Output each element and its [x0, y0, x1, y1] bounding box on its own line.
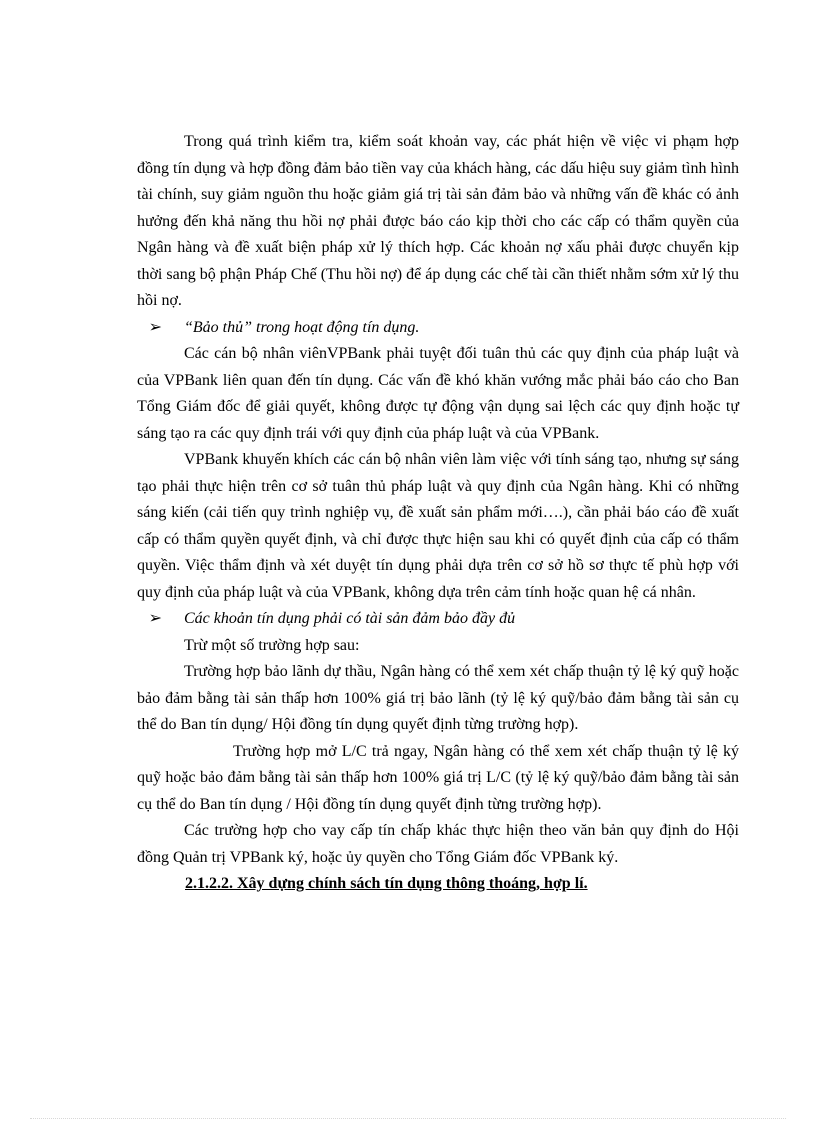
- page-bottom-divider: [30, 1118, 786, 1119]
- bullet-text: “Bảo thủ” trong hoạt động tín dụng.: [184, 318, 420, 336]
- paragraph-compliance: Các cán bộ nhân viênVPBank phải tuyệt đối tuân thủ các quy định của pháp luật và của VPBank liên quan đến tín dụng. Các vấn đề khó khăn vướng mắc phải báo cáo cho Ban Tổng Giám đốc để giải quyết, không được tự động vận dụng sai lệch các quy định hoặc tự sáng tạo ra các quy định trái với quy định của pháp luật và của VPBank.: [137, 345, 739, 442]
- bullet-collateral: [137, 606, 739, 633]
- bullet-conservative: [137, 315, 739, 342]
- paragraph-creativity: VPBank khuyến khích các cán bộ nhân viên làm việc với tính sáng tạo, nhưng sự sáng tạo phải thực hiện trên cơ sở tuân thủ pháp luật và quy định của Ngân hàng. Khi có những sáng kiến (cải tiến quy trình nghiệp vụ, đề xuất sản phẩm mới….), cần phải báo cáo đề xuất cấp có thẩm quyền quyết định, và chỉ được thực hiện sau khi có quyết định của cấp có thẩm quyền. Việc thẩm định và xét duyệt tín dụng phải dựa trên cơ sở hồ sơ thực tế phù hợp với quy định của pháp luật và của VPBank, không dựa trên cảm tính hoặc quan hệ cá nhân.: [137, 451, 739, 601]
- paragraph-loan-inspection: Trong quá trình kiểm tra, kiểm soát khoản vay, các phát hiện về việc vi phạm hợp đồng tín dụng và hợp đồng đảm bảo tiền vay của khách hàng, các dấu hiệu suy giảm tình hình tài chính, suy giảm nguồn thu hoặc giảm giá trị tài sản đảm bảo và những vấn đề khác có ảnh hưởng đến khả năng thu hồi nợ phải được báo cáo kịp thời cho các cấp có thẩm quyền của Ngân hàng và đề xuất biện pháp xử lý thích hợp. Các khoản nợ xấu phải được chuyển kịp thời sang bộ phận Pháp Chế (Thu hồi nợ) để áp dụng các chế tài cần thiết nhằm sớm xử lý thu hồi nợ.: [137, 133, 739, 309]
- paragraph-exceptions: Trừ một số trường hợp sau:: [184, 636, 360, 654]
- arrow-bullet-icon: ➢: [148, 610, 162, 627]
- document-page: [137, 129, 739, 898]
- bullet-text: Các khoản tín dụng phải có tài sản đảm bảo đầy đủ: [184, 610, 516, 627]
- paragraph-bid-guarantee: Trường hợp bảo lãnh dự thầu, Ngân hàng có thể xem xét chấp thuận tỷ lệ ký quỹ hoặc bảo đảm bằng tài sản thấp hơn 100% giá trị bảo lãnh (tỷ lệ ký quỹ/bảo đảm bằng tài sản cụ thể do Ban tín dụng/ Hội đồng tín dụng quyết định từng trường hợp).: [137, 663, 739, 733]
- paragraph-unsecured: Các trường hợp cho vay cấp tín chấp khác thực hiện theo văn bản quy định do Hội đồng Quản trị VPBank ký, hoặc ủy quyền cho Tổng Giám đốc VPBank ký.: [137, 822, 739, 866]
- paragraph-lc: Trường hợp mở L/C trả ngay, Ngân hàng có thể xem xét chấp thuận tỷ lệ ký quỹ hoặc bảo đảm bằng tài sản thấp hơn 100% giá trị L/C (tỷ lệ ký quỹ/bảo đảm bằng tài sản cụ thể do Ban tín dụng / Hội đồng tín dụng quyết định từng trường hợp).: [137, 742, 739, 813]
- arrow-bullet-icon: ➢: [148, 318, 162, 336]
- section-heading: 2.1.2.2. Xây dựng chính sách tín dụng thông thoáng, hợp lí.: [185, 875, 588, 892]
